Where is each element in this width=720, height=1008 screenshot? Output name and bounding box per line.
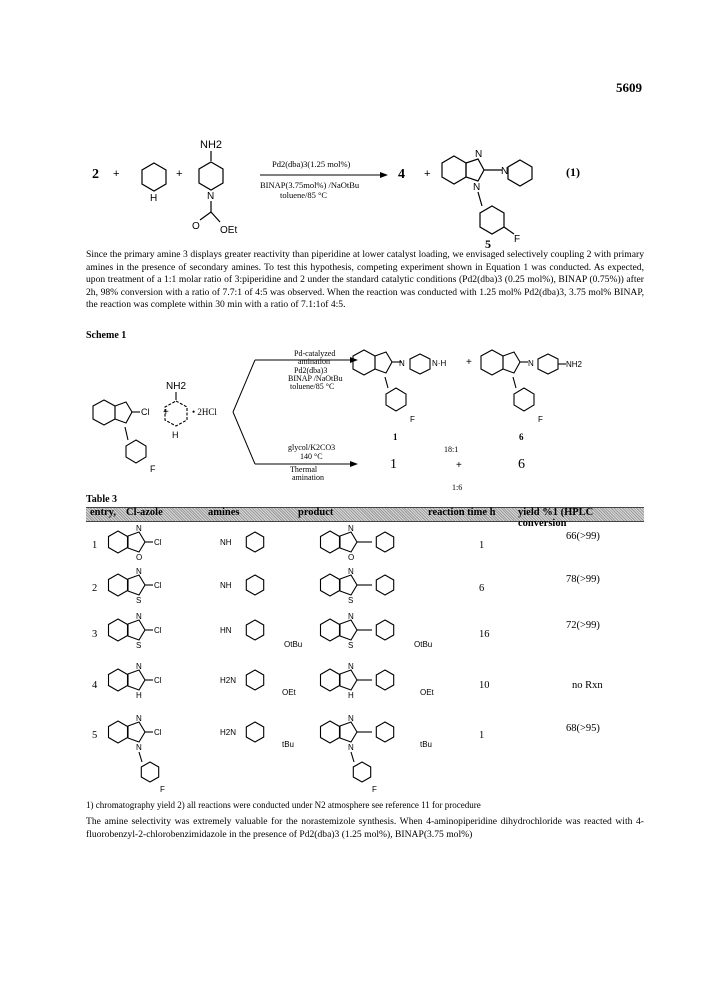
- scheme-plus-3: +: [456, 460, 462, 471]
- eq-label: (1): [566, 165, 580, 179]
- scheme-prod-6b: 6: [518, 457, 525, 472]
- cond-a3: Pd2(dba)3: [294, 366, 328, 375]
- row1-clazole-het: O: [136, 553, 143, 562]
- p6-n: N: [528, 359, 534, 368]
- row5-amine-ring: [246, 722, 263, 742]
- row5-clazole-f: F: [160, 785, 165, 794]
- row1-amine-ring: [246, 532, 263, 552]
- row4-product-ring: [376, 670, 393, 690]
- cond-b1: glycol/K2CO3: [288, 443, 336, 452]
- row3-amine-label: HN: [220, 626, 232, 635]
- equation-1-figure: [80, 130, 660, 250]
- row3-amine-ring: [246, 620, 263, 640]
- sm-cl: Cl: [141, 407, 150, 417]
- bond-benzyl: [478, 192, 482, 206]
- row2-amine-label: NH: [220, 581, 232, 590]
- table-structures: [80, 520, 500, 800]
- row5-product-fphenyl: [353, 762, 370, 782]
- row5-clazole-ring: [128, 722, 145, 742]
- cond-a1: Pd-catalyzed: [294, 349, 336, 358]
- pip-n: N: [501, 166, 509, 177]
- row2-clazole-n: N: [136, 567, 142, 576]
- eq-cond-bottom-1: BINAP(3.75mol%) /NaOtBu: [260, 180, 360, 190]
- row3-clazole-n: N: [136, 612, 142, 621]
- row4-amine-label: H2N: [220, 676, 237, 685]
- row4-amine-oet: OEt: [282, 688, 296, 697]
- cond-a5: toluene/85 °C: [290, 382, 335, 391]
- eq-plus-3: +: [424, 168, 431, 180]
- row4-product-het: H: [348, 691, 354, 700]
- row5-product-benzene: [321, 721, 340, 743]
- ring-n: N: [207, 191, 215, 202]
- row5-amine-tbu: tBu: [282, 740, 295, 749]
- page-number: 5609: [616, 80, 642, 95]
- amine-nh2: NH2: [200, 139, 223, 151]
- p1-f: F: [410, 415, 415, 424]
- th-product: product: [298, 507, 334, 518]
- row4-cl: Cl: [154, 676, 162, 685]
- atom-f: F: [514, 234, 521, 245]
- row1-product-ring: [376, 532, 393, 552]
- scheme-plus-2: +: [466, 357, 472, 368]
- table-footnote: 1) chromatography yield 2) all reactions were conducted under N2 atmosphere see reference 11 for procedure: [86, 800, 481, 810]
- row2-clazole-het: S: [136, 596, 142, 605]
- th-cl-azole: Cl-azole: [126, 507, 163, 518]
- row1-product-ring: [340, 532, 357, 552]
- row3-product-ring: [376, 620, 393, 640]
- row1-amine-label: NH: [220, 538, 232, 547]
- row5-time: 1: [479, 730, 485, 741]
- row5-clazole-n: N: [136, 714, 142, 723]
- row3-clazole-benzene: [109, 619, 128, 641]
- row5-product-tbu: tBu: [420, 740, 433, 749]
- row1-clazole-benzene: [109, 531, 128, 553]
- bond-co: [200, 212, 211, 220]
- row1-yield: 66(>99): [566, 531, 600, 542]
- eq-arrow-head: [380, 172, 388, 178]
- row3-clazole-het: S: [136, 641, 142, 650]
- row5-clazole-fphenyl: [141, 762, 158, 782]
- scheme-h: H: [172, 430, 179, 440]
- row3-yield: 72(>99): [566, 620, 600, 631]
- fluorophenyl-ring: [480, 206, 504, 234]
- cond-b3: Thermal: [290, 465, 318, 474]
- table-title: Table 3: [86, 494, 118, 505]
- eq-product-5: 5: [485, 237, 491, 250]
- p6-f: F: [538, 415, 543, 424]
- scheme-prod-1b: 1: [390, 457, 397, 472]
- p6-nh2: NH2: [566, 360, 583, 369]
- scheme-1-figure: [80, 342, 660, 502]
- row2-product-n: N: [348, 567, 354, 576]
- row1-product-n: N: [348, 524, 354, 533]
- row5-clazole-het: N: [136, 743, 142, 752]
- sm-benzene: [93, 400, 115, 425]
- bz-n1: N: [475, 149, 483, 160]
- row2-product-ring: [376, 575, 393, 595]
- row5-product-ring: [340, 722, 357, 742]
- row2-product-benzene: [321, 574, 340, 596]
- row2-clazole-benzene: [109, 574, 128, 596]
- row1-clazole-ring: [128, 532, 145, 552]
- row5-cl: Cl: [154, 728, 162, 737]
- scheme-hcl: • 2HCl: [192, 407, 217, 417]
- paragraph-2: The amine selectivity was extremely valuable for the norastemizole synthesis. When 4-aminopiperidine dihydrochloride was reacted with 4-fluorobenzyl-2-chlorobenzimidazole in the presence of Pd2(dba)3 (1.25 mol%), BINAP(3.75 mol%): [86, 816, 644, 840]
- row4-clazole-n: N: [136, 662, 142, 671]
- row4-clazole-benzene: [109, 669, 128, 691]
- scheme-prod-6a: 6: [519, 432, 524, 442]
- row4-yield: no Rxn: [572, 680, 603, 691]
- row5-product-het: N: [348, 743, 354, 752]
- ester-o: O: [192, 221, 200, 232]
- p6-benzene: [481, 350, 503, 375]
- p1-nh: N·H: [432, 359, 447, 368]
- row1-clazole-n: N: [136, 524, 142, 533]
- row4-product-oet: OEt: [420, 688, 434, 697]
- row2-product-ring: [340, 575, 357, 595]
- scheme-prod-1a: 1: [393, 432, 398, 442]
- ratio-b: 1:6: [452, 483, 463, 492]
- row3-product-ring: [340, 620, 357, 640]
- row3-cl: Cl: [154, 626, 162, 635]
- piperidine-ring-2: [199, 162, 223, 190]
- th-entry: entry,: [90, 507, 116, 518]
- cond-b4: amination: [292, 473, 324, 482]
- row2-time: 6: [479, 583, 485, 594]
- row3-product-benzene: [321, 619, 340, 641]
- row4-amine-ring: [246, 670, 263, 690]
- benzimidazole-benzene: [442, 156, 466, 184]
- row4-time: 10: [479, 680, 490, 691]
- row1-entry: 1: [92, 540, 98, 551]
- row2-yield: 78(>99): [566, 574, 600, 585]
- row3-clazole-ring: [128, 620, 145, 640]
- row2-entry: 2: [92, 583, 98, 594]
- paragraph-1: Since the primary amine 3 displays greater reactivity than piperidine at lower catalyst loading, we envisaged selectively coupling 2 with primary amines in the presence of secondary amines. To test this hypothesis, competing experiment shown in Equation 1 was conducted. As expected, upon treatment of a 1:1 molar ratio of 3:piperidine and 2 under the standard catalytic conditions (Pd2(dba)3 (0.25 mol%), BINAP (0.75%)) after 2h, 98% conversion with a ratio of 7.7:1 of 4:5 was observed. When the reaction was conducted with 1.25 mol% Pd2(dba)3, 3.75 mol% BINAP, the reaction was complete within 30 min with a ratio of 7.1:1of 4:5.: [86, 249, 644, 311]
- cond-a2: amination: [298, 357, 330, 366]
- eq-cond-bottom-2: toluene/85 °C: [280, 190, 328, 200]
- row2-amine-ring: [246, 575, 263, 595]
- row4-clazole-het: H: [136, 691, 142, 700]
- benzimidazole-imidazole: [466, 159, 484, 181]
- row4-clazole-ring: [128, 670, 145, 690]
- p1-n: N: [399, 359, 405, 368]
- p1-benzene: [353, 350, 375, 375]
- row3-time: 16: [479, 629, 490, 640]
- row5-product-f: F: [372, 785, 377, 794]
- eq-product-4: 4: [398, 167, 405, 182]
- row2-product-het: S: [348, 596, 354, 605]
- eq-reagent-2: 2: [92, 167, 99, 182]
- row5-yield: 68(>95): [566, 723, 600, 734]
- row4-product-benzene: [321, 669, 340, 691]
- bond-f: [504, 227, 514, 234]
- row5-amine-label: H2N: [220, 728, 237, 737]
- th-yield: yield %1 (HPLC conversion: [518, 507, 594, 529]
- row5-product-n: N: [348, 714, 354, 723]
- row5-entry: 5: [92, 730, 98, 741]
- row4-product-n: N: [348, 662, 354, 671]
- row4-entry: 4: [92, 680, 98, 691]
- piperidine-ring: [142, 163, 166, 191]
- row3-amine-otbu: OtBu: [284, 640, 303, 649]
- eq-plus-1: +: [113, 168, 120, 180]
- th-amines: amines: [208, 507, 240, 518]
- row1-product-benzene: [321, 531, 340, 553]
- row1-cl: Cl: [154, 538, 162, 547]
- eq-plus-2: +: [176, 168, 183, 180]
- eq-product-piperidine: [508, 160, 532, 186]
- sm-fluorophenyl: [126, 440, 146, 463]
- ester-oet: OEt: [220, 225, 238, 236]
- row1-time: 1: [479, 540, 485, 551]
- sm-imidazole: [115, 402, 132, 423]
- sm-f: F: [150, 464, 156, 474]
- row5-product-ring: [376, 722, 393, 742]
- th-time: reaction time h: [428, 507, 496, 518]
- row3-entry: 3: [92, 629, 98, 640]
- row5-clazole-benzene: [109, 721, 128, 743]
- eq-cond-top: Pd2(dba)3(1.25 mol%): [272, 159, 351, 169]
- bond-coet: [211, 212, 220, 222]
- row1-product-het: O: [348, 553, 355, 562]
- cond-a4: BINAP /NaOtBu: [288, 374, 343, 383]
- row2-clazole-ring: [128, 575, 145, 595]
- cond-b2: 140 °C: [300, 452, 323, 461]
- piperidine-h: H: [150, 193, 158, 204]
- scheme-title: Scheme 1: [86, 330, 127, 341]
- row4-product-ring: [340, 670, 357, 690]
- scheme-nh2: NH2: [166, 381, 187, 392]
- row3-product-n: N: [348, 612, 354, 621]
- scheme-plus: +: [163, 407, 169, 418]
- ratio-a: 18:1: [444, 445, 459, 454]
- row3-product-otbu: OtBu: [414, 640, 433, 649]
- row2-cl: Cl: [154, 581, 162, 590]
- row3-product-het: S: [348, 641, 354, 650]
- bz-n3: N: [473, 182, 481, 193]
